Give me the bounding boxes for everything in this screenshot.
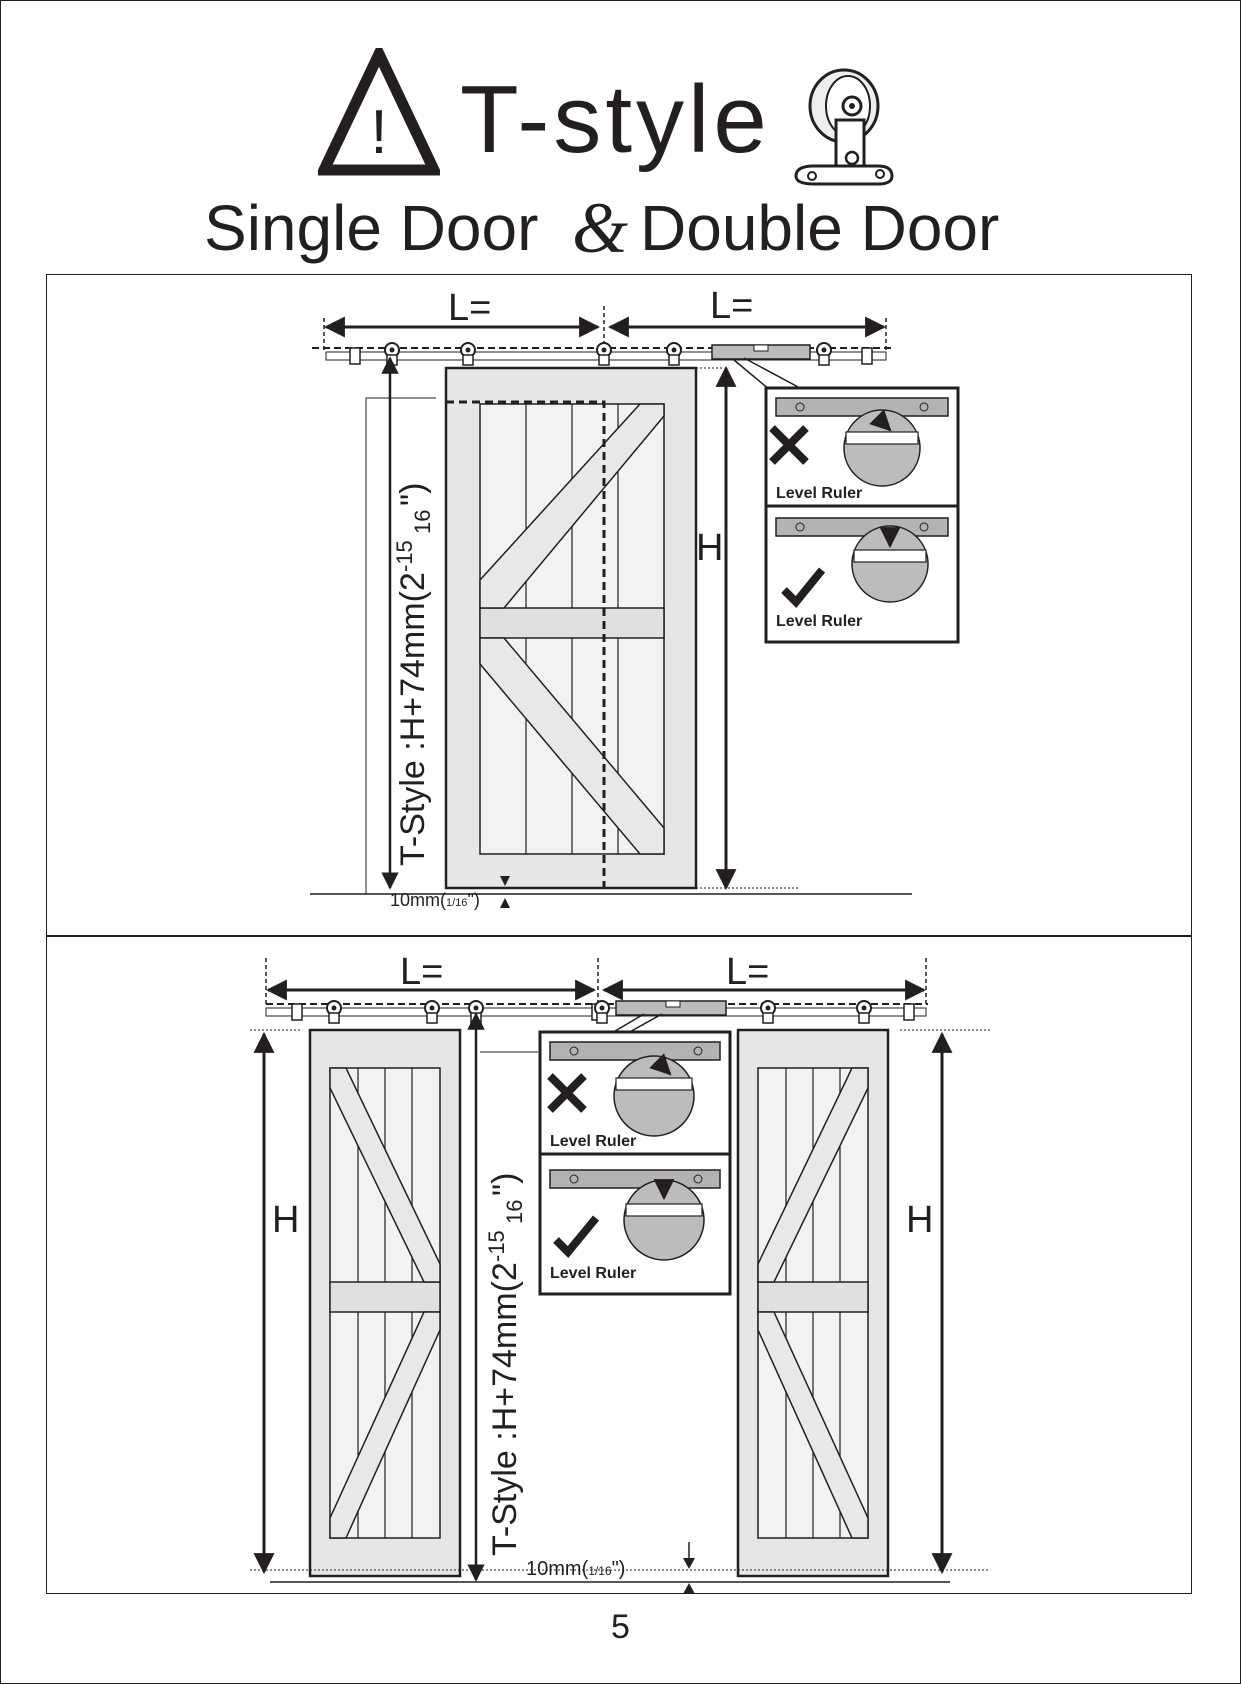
rail-height-label: [392, 483, 435, 866]
rail-height-superscript: -15: [392, 540, 417, 572]
single-door-section: [310, 285, 958, 910]
gap-arrow: [683, 1558, 695, 1569]
gap-arrow: [500, 898, 510, 908]
rail-height-superscript: -15: [484, 1230, 509, 1262]
door-roller: [857, 1001, 871, 1023]
rail-height-close: "): [394, 482, 432, 506]
length-label: L=: [400, 951, 444, 993]
wall-bracket: [595, 1001, 609, 1023]
bubble-vial: [626, 1204, 702, 1216]
inset-label-right: Level Ruler: [550, 1265, 637, 1282]
wall-bracket: [817, 343, 831, 365]
subtitle-single-door: Single Door: [204, 192, 539, 264]
gap-label: [390, 890, 480, 910]
door-height-label: H: [696, 527, 724, 569]
subtitle-ampersand: &: [572, 188, 629, 268]
door-crossbar: [330, 1282, 440, 1312]
rail-height-label: [484, 1173, 527, 1556]
gap-label: [526, 1558, 625, 1580]
door-roller: [667, 343, 681, 365]
callout-line: [734, 360, 770, 390]
inset-label-right: Level Ruler: [776, 613, 863, 630]
warning-mark: !: [370, 98, 388, 167]
bubble-vial: [616, 1078, 692, 1090]
left-double-door: [310, 1030, 460, 1576]
rail-height-close: "): [486, 1172, 524, 1196]
bubble-zoom-circle: [614, 1056, 694, 1136]
length-label: L=: [710, 285, 754, 327]
length-label: L=: [726, 951, 770, 993]
door-roller: [461, 343, 475, 365]
right-double-door: [738, 1030, 888, 1576]
gap-fraction: 1/16: [588, 1564, 612, 1578]
page-number: 5: [611, 1608, 630, 1646]
level-bubble: [666, 1001, 680, 1007]
inset-label-wrong: Level Ruler: [776, 485, 863, 502]
wall-bracket: [385, 343, 399, 365]
level-bubble: [754, 345, 768, 351]
gap-label-text: 10mm(: [526, 1558, 589, 1580]
level-ruler-inset: [766, 388, 958, 642]
door-crossbar: [758, 1282, 868, 1312]
door-roller: [425, 1001, 439, 1023]
callout-line: [744, 358, 800, 388]
page-title: T-style: [460, 66, 771, 173]
door-height-label-right: H: [906, 1199, 934, 1241]
level-ruler: [776, 518, 948, 536]
gap-label-text: 10mm(: [390, 890, 447, 910]
bubble-vial: [846, 432, 918, 444]
bubble-vial: [854, 550, 926, 562]
rail-height-text: T-Style :H+74mm(2: [394, 572, 432, 866]
gap-arrow: [683, 1583, 695, 1594]
wall-bracket: [597, 343, 611, 365]
gap-close: "): [467, 890, 480, 910]
door-crossbar: [480, 608, 664, 638]
rail-height-subscript: 16: [502, 1199, 527, 1224]
level-ruler-inset: [540, 1032, 730, 1294]
gap-close: "): [611, 1558, 626, 1580]
rail-height-text: T-Style :H+74mm(2: [486, 1262, 524, 1556]
level-ruler: [776, 398, 948, 416]
door-height-label-left: H: [272, 1199, 300, 1241]
length-label: L=: [448, 287, 492, 329]
inset-label-wrong: Level Ruler: [550, 1133, 637, 1150]
rail-height-subscript: 16: [410, 509, 435, 534]
door-roller: [327, 1001, 341, 1023]
subtitle-double-door: Double Door: [640, 192, 1000, 264]
rail-stopper: [904, 1004, 914, 1020]
rail-stopper: [862, 348, 872, 364]
rail-stopper: [350, 348, 360, 364]
rail-stopper: [292, 1004, 302, 1020]
gap-fraction: 1/16: [446, 897, 468, 909]
double-door-section: [250, 951, 990, 1594]
door-roller: [761, 1001, 775, 1023]
